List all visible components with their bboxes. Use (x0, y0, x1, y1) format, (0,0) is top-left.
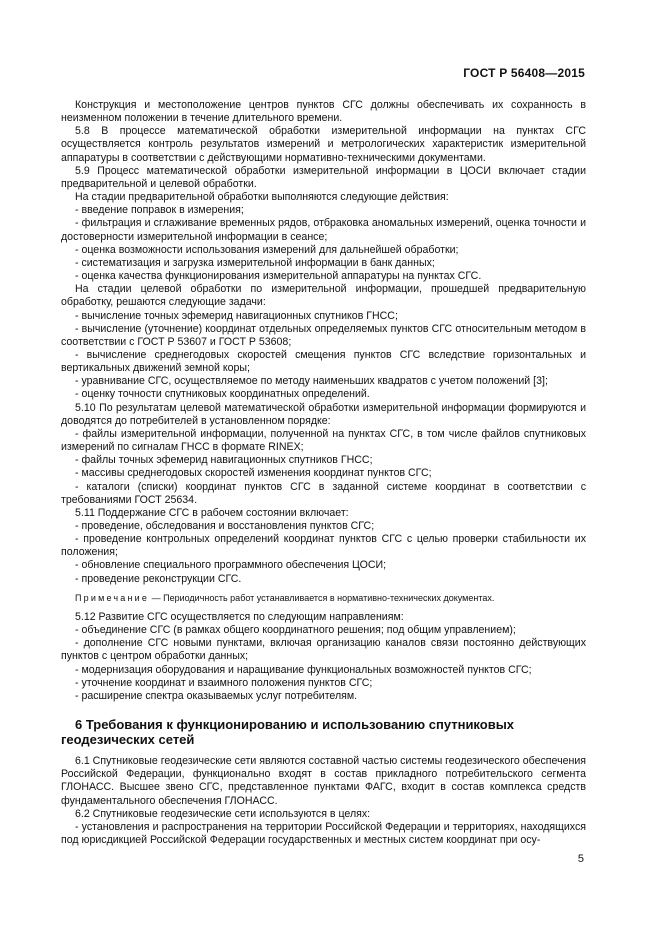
standard-designation: ГОСТ Р 56408—2015 (463, 66, 585, 80)
note-text: — Периодичность работ устанавливается в нормативно-технических документах. (151, 592, 495, 603)
list-item: - модернизация оборудования и наращивание функциональных возможностей пунктов СГС; (75, 663, 532, 676)
list-item: - фильтрация и сглаживание временных рядов, отбраковка аномальных измерений, оценка точности и достоверности измерительной информации в сеансе; (61, 217, 586, 243)
note-label: Примечание (75, 592, 150, 603)
list-item: - проведение контрольных определений координат пунктов СГС с целью проверки стабильности их положения; (61, 533, 586, 559)
paragraph: На стадии целевой обработки по измерительной информации, прошедшей предварительную обработку, решаются следующие задачи: (61, 283, 586, 309)
note (61, 592, 586, 605)
list-item: - проведение, обследования и восстановления пунктов СГС; (75, 520, 375, 532)
list-item: - вычисление среднегодовых скоростей смещения пунктов СГС вследствие горизонтальных и вертикальных движений земной коры; (61, 348, 586, 375)
list-item: - оценка возможности использования измерений для дальнейшей обработки; (75, 243, 459, 256)
paragraph: На стадии предварительной обработки выполняются следующие действия: (75, 191, 449, 204)
list-item: - файлы точных эфемерид навигационных спутников ГНСС; (75, 454, 373, 467)
list-item: - систематизация и загрузка измерительной информации в банк данных; (75, 256, 435, 269)
section-heading: 6 Требования к функционированию и использованию спутниковых геодезических сетей (61, 717, 515, 748)
list-item: - вычисление точных эфемерид навигационных спутников ГНСС; (75, 309, 398, 322)
paragraph: 5.10 По результатам целевой математической обработки измерительной информации формируются и доводятся до потребителей в установленном порядке: (61, 401, 586, 427)
paragraph: 5.11 Поддержание СГС в рабочем состоянии включает: (75, 506, 349, 519)
list-item: - уравнивание СГС, осуществляемое по методу наименьших квадратов с учетом положений [3]; (75, 375, 548, 388)
list-item: - дополнение СГС новыми пунктами, включая организацию каналов связи постоянно действующих пунктов с центром обработки данных; (61, 637, 586, 663)
list-item: - вычисление (уточнение) координат отдельных определяемых пунктов СГС относительным методом в соответствии с ГОСТ Р 53607 и ГОСТ Р 53608; (61, 322, 586, 348)
paragraph: 6.1 Спутниковые геодезические сети являются составной частью системы геодезического обеспечения Российской Федерации, функционально входят в состав прикладного потребительского сегмента ГЛОНАСС. Высшее звено СГС, представленное пунктами ФАГС, входит в состав комплекса средств фундаментального обеспечения ГЛОНАСС. (61, 755, 586, 807)
paragraph: 6.2 Спутниковые геодезические сети используются в целях: (75, 807, 371, 820)
list-item: - объединение СГС (в рамках общего координатного решения; под общим управлением); (75, 624, 516, 637)
list-item: - оценку точности спутниковых координатных определений. (75, 388, 370, 401)
paragraph: 5.9 Процесс математической обработки измерительной информации в ЦОСИ включает стадии предварительной и целевой обработки. (61, 164, 586, 190)
paragraph: Конструкция и местоположение центров пунктов СГС должны обеспечивать их сохранность в неизменном положении в течение длительного времени. (61, 99, 586, 125)
list-item: - введение поправок в измерения; (75, 204, 244, 217)
list-item: - каталоги (списки) координат пунктов СГС в заданной системе координат в соответствии с требованиями ГОСТ 25634. (61, 480, 586, 506)
list-item: - проведение реконструкции СГС. (75, 572, 242, 585)
list-item: - массивы среднегодовых скоростей изменения координат пунктов СГС; (75, 467, 432, 480)
document-body (61, 99, 586, 847)
list-item: - оценка качества функционирования измерительной аппаратуры на пунктах СГС. (75, 270, 482, 283)
list-item: - файлы измерительной информации, полученной на пунктах СГС, в том числе файлов спутниковых измерений по сигналам ГНСС в формате RINEX; (61, 427, 586, 454)
list-item: - расширение спектра оказываемых услуг потребителям. (75, 689, 358, 702)
page-number: 5 (577, 853, 584, 865)
list-item: - уточнение координат и взаимного положения пунктов СГС; (75, 676, 373, 689)
list-item: - установления и распространения на территории Российской Федерации и территориях, находящихся под юрисдикцией Российской Федерации государственных и местных систем координат при осу- (61, 820, 586, 846)
paragraph: 5.8 В процессе математической обработки измерительной информации на пунктах СГС осуществляется контроль результатов измерений и метрологических характеристик измерительной аппаратуры в соответствии с действующими нормативно-техническими документами. (61, 125, 586, 164)
list-item: - обновление специального программного обеспечения ЦОСИ; (75, 559, 387, 572)
paragraph: 5.12 Развитие СГС осуществляется по следующим направлениям: (75, 610, 404, 623)
